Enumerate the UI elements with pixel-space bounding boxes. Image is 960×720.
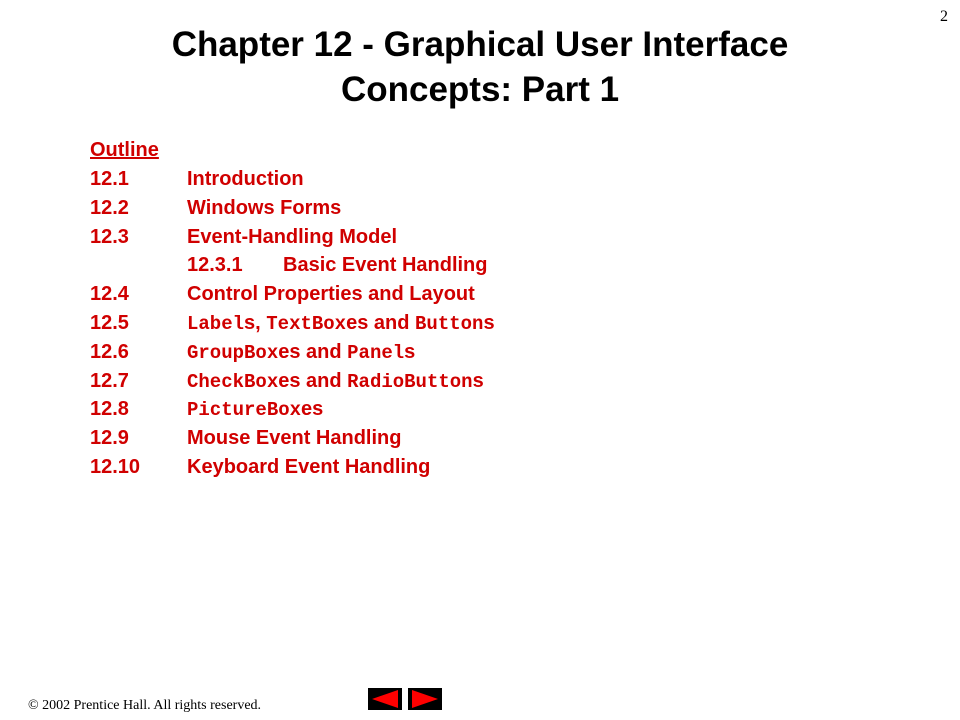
section-title (187, 309, 495, 339)
copyright-footer: © 2002 Prentice Hall. All rights reserved. (28, 698, 262, 713)
class-name-code: RadioButton (347, 370, 473, 393)
outline-section-row (90, 194, 342, 223)
outline-section-row (90, 424, 402, 453)
class-name-code: Button (415, 312, 484, 335)
next-slide-button[interactable] (408, 688, 442, 710)
section-number: 12.1 (90, 168, 129, 190)
slide-title (0, 22, 960, 112)
section-number: 12.8 (90, 398, 129, 421)
class-name-code: Panel (347, 341, 405, 364)
section-number: 12.5 (90, 311, 129, 334)
section-number: 12.3.1 (187, 254, 243, 277)
outline-list (90, 165, 495, 482)
outline-section-row (90, 223, 397, 252)
section-number: 12.9 (90, 427, 129, 450)
section-title-text: es and (346, 311, 416, 334)
outline-section-row (90, 453, 431, 482)
section-title: Mouse Event Handling (187, 427, 402, 450)
section-title-text: es and (278, 340, 348, 363)
outline-section-row (90, 395, 324, 424)
class-name-code: PictureBox (187, 399, 302, 422)
section-number: 12.6 (90, 340, 129, 363)
section-number: 12.7 (90, 369, 129, 392)
outline-section-row (90, 280, 475, 309)
section-title-text: es and (278, 369, 348, 392)
section-number: 12.10 (90, 455, 141, 478)
section-title: Event-Handling Model (187, 225, 397, 248)
outline-section-row (90, 367, 484, 396)
class-name-code: Label (187, 312, 245, 335)
section-number: 12.4 (90, 283, 129, 306)
outline-heading: Outline (90, 139, 159, 161)
section-number: 12.2 (90, 196, 129, 219)
class-name-code: CheckBox (187, 370, 279, 393)
outline-subsection-row (90, 251, 488, 280)
slide-title-line-2: Concepts: Part 1 (340, 70, 620, 109)
section-title: Control Properties and Layout (187, 283, 475, 306)
page-number: 2 (940, 8, 948, 25)
section-title: Basic Event Handling (283, 254, 488, 277)
outline-section-row (90, 165, 304, 194)
outline-section-row (90, 309, 495, 338)
section-title-text: s (483, 311, 495, 334)
section-title: Windows Forms (187, 196, 342, 219)
slide-title-line-1: Chapter 12 - Graphical User Interface (171, 25, 789, 64)
previous-slide-button[interactable] (368, 688, 402, 710)
class-name-code: GroupBox (187, 341, 279, 364)
section-title: Introduction (187, 168, 304, 190)
section-title-text: s, (244, 311, 267, 334)
section-title (187, 395, 323, 425)
section-title-text: s (404, 340, 416, 363)
outline (90, 136, 495, 482)
section-title (187, 338, 415, 368)
section-title (187, 367, 484, 397)
section-title: Keyboard Event Handling (187, 455, 431, 478)
class-name-code: TextBox (266, 312, 347, 335)
section-title-text: s (472, 369, 484, 392)
section-number: 12.3 (90, 225, 129, 248)
section-title-text: es (301, 398, 324, 421)
outline-section-row (90, 338, 416, 367)
